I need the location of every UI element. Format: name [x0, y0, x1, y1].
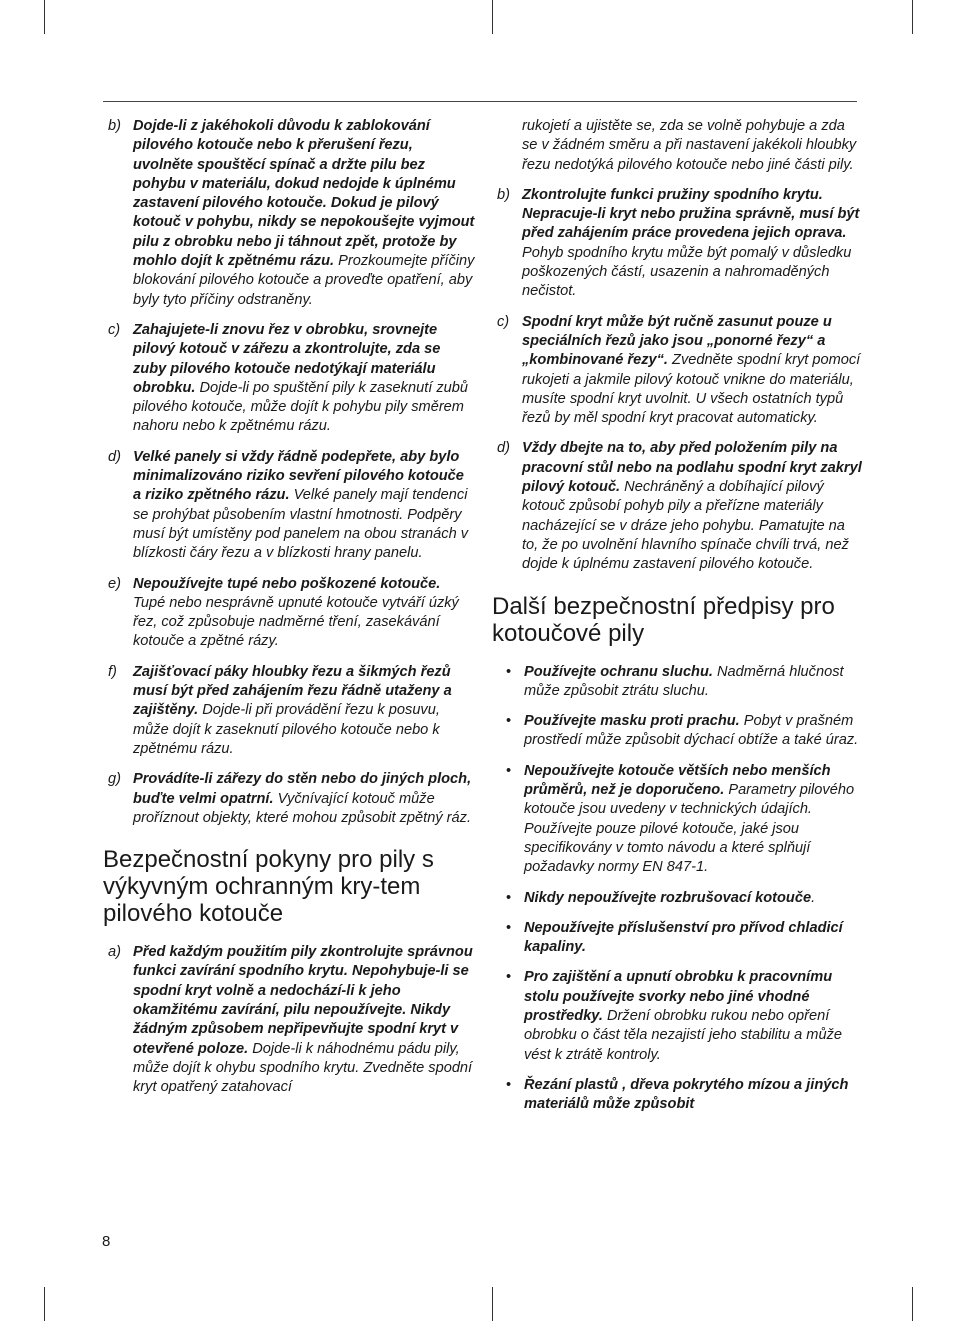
- crop-mark: [912, 0, 913, 34]
- list-item: c) Spodní kryt může být ručně zasunut pouze u speciálních řezů jako jsou „ponorné řezy“ a „kombinované řezy“. Zvedněte spodní kryt pomocí rukojeti a jakmile pilový kotouč vnikne do materiálu, musíte spodní kryt uvolnit. U všech ostatních typů řezů by měl spodní kryt pracovat automaticky.: [497, 313, 861, 427]
- list-item: g) Provádíte-li zářezy do stěn nebo do jiných ploch, buďte velmi opatrní. Vyčnívající kotouč může proříznout objekty, které mohou způsobit zpětný ráz.: [108, 771, 472, 826]
- section-heading: Bezpečnostní pokyny pro pily s výkyvným ochranným kry-tem pilového kotouče: [103, 846, 434, 928]
- list-item: d) Velké panely si vždy řádně podepřete, aby bylo minimalizováno riziko sevření pilového kotouče a riziko zpětného rázu. Velké panely mají tendenci se prohýbat působením vlastní hmotnosti. Podpěry musí být umístěny pod panelem na obou stranách v blízkosti čáry řezu a v blízkosti hrany panelu.: [108, 448, 469, 562]
- bullet-icon: •: [506, 1076, 512, 1093]
- header-rule: [103, 101, 857, 102]
- bullet-item: • Nepoužívejte příslušenství pro přívod chladicí kapaliny.: [506, 919, 843, 956]
- bullet-icon: •: [506, 889, 512, 906]
- list-item: b) Zkontrolujte funkci pružiny spodního krytu. Nepracuje-li kryt nebo pružina správně, musí být před zahájením práce provedena jejich oprava. Pohyb spodního krytu může být pomalý v důsledku poškozených částí, usazenin a nahromaděných nečistot.: [497, 186, 860, 300]
- bullet-item: • Řezání plastů , dřeva pokrytého mízou a jiných materiálů může způsobit: [506, 1076, 849, 1113]
- crop-mark: [44, 0, 45, 34]
- page-number: 8: [102, 1233, 111, 1250]
- list-item: f) Zajišťovací páky hloubky řezu a šikmých řezů musí být před zahájením řezu řádně utaženy a zajištěny. Dojde-li při provádění řezu k posuvu, může dojít k zaseknutí pilového kotouče nebo k zpětnému rázu.: [108, 663, 452, 757]
- crop-mark: [44, 1287, 45, 1321]
- continuation-text: rukojetí a ujistěte se, zda se volně pohybuje a zda se v žádném směru a při nastavení jakékoli hloubky řezu nedotýká pilového kotouče nebo jiné části pily.: [522, 118, 857, 173]
- bullet-icon: •: [506, 762, 512, 779]
- crop-mark: [492, 0, 493, 34]
- crop-mark: [492, 1287, 493, 1321]
- crop-mark: [912, 1287, 913, 1321]
- list-item: d) Vždy dbejte na to, aby před položením pily na pracovní stůl nebo na podlahu spodní kryt zakryl pilový kotouč. Nechráněný a dobíhající pilový kotouč způsobí pohyb pily a přeřízne materiály nacházející se v dráze jeho pohybu. Pamatujte na to, že po uvolnění hlavního spínače chvíli trvá, než dojde k úplnému zastavení pilového kotouče.: [497, 440, 862, 573]
- section-heading: Další bezpečnostní předpisy pro kotoučové pily: [492, 592, 835, 647]
- list-item: a) Před každým použitím pily zkontrolujte správnou funkci zavírání spodního krytu. Nepohybuje-li se spodní kryt volně a nedochází-li k jeho okamžitému zavírání, pilu nepoužívejte. Nikdy žádným způsobem nepřipevňujte spodní kryt v otevřené poloze. Dojde-li k náhodnému pádu pily, může dojít k ohybu spodního krytu. Zvedněte spodní kryt opatřený zatahovací: [108, 944, 473, 1096]
- bullet-icon: •: [506, 663, 512, 680]
- list-item: b) Dojde-li z jakéhokoli důvodu k zablokování pilového kotouče nebo k přerušení řezu, uvolněte spouštěcí spínač a držte pilu bez pohybu v materiálu, dokud nedojde k úplnému zastavení pilového kotouče. Dokud je pilový kotouč v pohybu, nikdy se nepokoušejte vyjmout pilu z obrobku nebo ji táhnout zpět, protože by mohlo dojít k zpětnému rázu. Prozkoumejte příčiny blokování pilového kotouče a proveďte opatření, aby byly tyto příčiny odstraněny.: [108, 118, 475, 308]
- bullet-icon: •: [506, 919, 512, 936]
- list-item: c) Zahajujete-li znovu řez v obrobku, srovnejte pilový kotouč v zářezu a zkontrolujte, zda se zuby pilového kotouče nedotýkají materiálu obrobku. Dojde-li po spuštění pily k zaseknutí zubů pilového kotouče, může dojít k pohybu pily směrem nahoru nebo k zpětnému rázu.: [108, 321, 469, 435]
- bullet-item: • Nikdy nepoužívejte rozbrušovací kotouče.: [492, 889, 862, 908]
- bullet-icon: •: [506, 969, 512, 986]
- bullet-item: • Používejte ochranu sluchu. Nadměrná hlučnost může způsobit ztrátu sluchu.: [506, 663, 844, 699]
- list-item: e) Nepoužívejte tupé nebo poškozené kotouče. Tupé nebo nesprávně upnuté kotouče vytváří úzký řez, což způsobuje nadměrné tření, zasekávání kotouče a zpětné rázy.: [108, 575, 459, 650]
- left-column: [103, 117, 475, 1108]
- bullet-item: • Nepoužívejte kotouče větších nebo menších průměrů, než je doporučeno. Parametry pilového kotouče jsou uvedeny v technických údajích. Používejte pouze pilové kotouče, jaké jsou specifikovány v tomto návodu a které splňují požadavky normy EN 847-1.: [506, 762, 855, 876]
- right-column: [492, 117, 862, 1125]
- bullet-icon: •: [506, 713, 512, 730]
- bullet-item: • Pro zajištění a upnutí obrobku k pracovnímu stolu používejte svorky nebo jiné vhodné prostředky. Držení obrobku rukou nebo opření obrobku o část těla nezajistí jeho stabilitu a může vést k ztrátě kontroly.: [506, 969, 842, 1063]
- bullet-item: • Používejte masku proti prachu. Pobyt v prašném prostředí může způsobit dýchací obtíže a také úraz.: [506, 713, 859, 749]
